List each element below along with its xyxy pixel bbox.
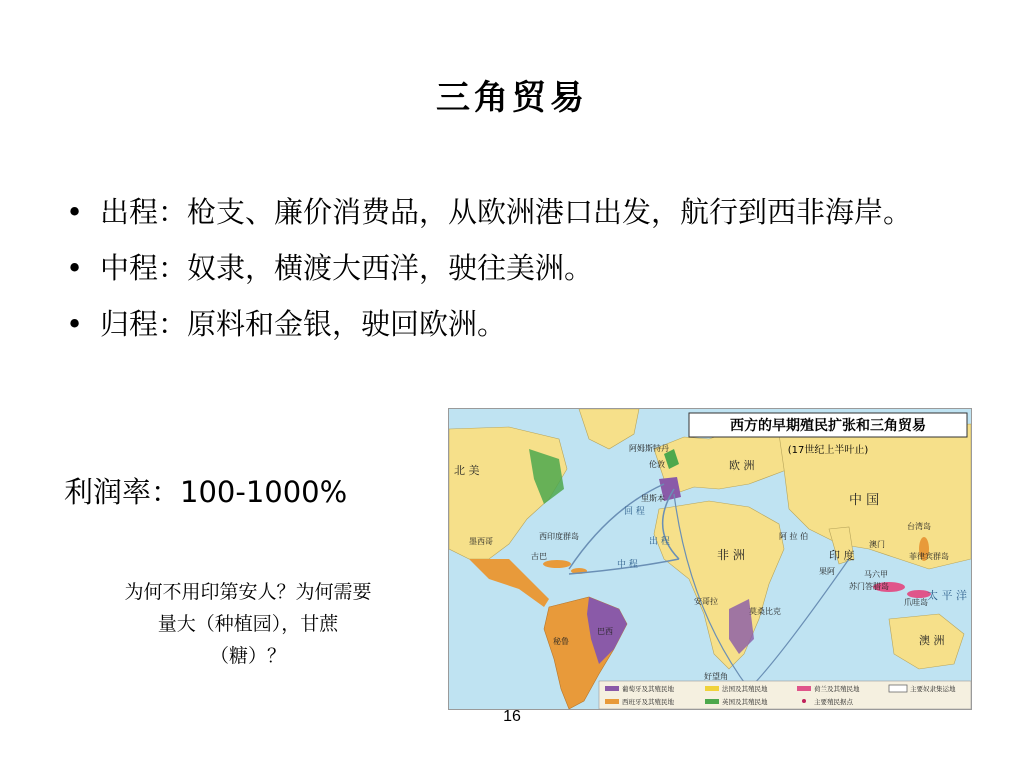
label-taiwan: 台湾岛 [907, 522, 931, 531]
label-outbound-route: 出 程 [649, 537, 670, 547]
legend-label: 主要殖民据点 [814, 698, 853, 706]
label-sumatra: 苏门答腊岛 [849, 582, 889, 591]
profit-label: 利润率： [64, 475, 181, 509]
bullet-list [62, 190, 952, 358]
question-line: 为何不用印第安人？为何需要 [124, 581, 372, 603]
label-malacca: 马六甲 [864, 570, 888, 579]
label-java: 爪哇岛 [904, 598, 928, 607]
question-line: （糖）？ [209, 645, 286, 667]
bullet-dot-icon: • [66, 251, 84, 285]
profit-value: 100-1000% [180, 475, 348, 509]
label-africa: 非 洲 [717, 548, 745, 562]
legend-label: 法国及其殖民地 [722, 685, 768, 693]
legend-swatch [797, 686, 811, 691]
label-china: 中 国 [849, 493, 880, 508]
bullet-item [62, 302, 952, 346]
label-europe: 欧 洲 [729, 459, 755, 472]
legend-label: 主要奴隶集运地 [910, 685, 956, 693]
label-angola: 安哥拉 [694, 597, 718, 606]
legend-label: 葡萄牙及其殖民地 [622, 685, 674, 693]
label-philippines: 菲律宾群岛 [909, 552, 949, 561]
label-india: 印 度 [829, 549, 855, 562]
label-mozambique: 莫桑比克 [749, 607, 781, 616]
label-pacific: 太 平 洋 [927, 589, 967, 602]
label-australia: 澳 洲 [919, 634, 945, 647]
bullet-text: 中程：奴隶，横渡大西洋，驶往美洲。 [100, 251, 594, 285]
legend-swatch [705, 699, 719, 704]
label-cuba: 古巴 [531, 552, 547, 561]
legend-label: 英国及其殖民地 [722, 698, 768, 706]
label-goa: 果阿 [819, 567, 835, 576]
bullet-item [62, 246, 952, 290]
legend-swatch [605, 699, 619, 704]
bullet-dot-icon: • [66, 307, 84, 341]
label-london: 伦敦 [649, 460, 665, 469]
legend-swatch [605, 686, 619, 691]
bullet-text: 归程：原料和金银，驶回欧洲。 [100, 307, 507, 341]
label-middle-route: 中 程 [617, 560, 638, 570]
legend-swatch [802, 699, 806, 703]
question-line: 量大（种植园），甘蔗 [157, 613, 339, 635]
label-inbound-route: 回 程 [624, 507, 645, 517]
legend-swatch [889, 685, 907, 692]
label-macau: 澳门 [869, 540, 885, 549]
legend-swatch [705, 686, 719, 691]
bullet-text: 出程：枪支、廉价消费品，从欧洲港口出发，航行到西非海岸。 [100, 195, 913, 229]
label-arabia: 阿 拉 伯 [779, 532, 809, 541]
label-mexico: 墨西哥 [469, 537, 493, 546]
label-amsterdam: 阿姆斯特丹 [629, 444, 669, 453]
map-subtitle: (17世纪上半叶止) [787, 445, 869, 456]
legend-label: 荷兰及其殖民地 [814, 685, 860, 693]
legend-label: 西班牙及其殖民地 [622, 698, 674, 706]
bullet-dot-icon: • [66, 195, 84, 229]
label-lisbon: 里斯本 [641, 494, 665, 503]
bullet-item [62, 190, 952, 234]
label-west-indies: 西印度群岛 [539, 532, 579, 541]
label-cape: 好望角 [704, 672, 728, 681]
colonial-trade-map [448, 408, 972, 710]
question-note [78, 576, 418, 672]
map-title: 西方的早期殖民扩张和三角贸易 [730, 418, 926, 434]
slide-title: 三角贸易 [436, 78, 588, 118]
profit-rate [64, 470, 347, 511]
page-number: 16 [503, 708, 521, 725]
caribbean-island [543, 560, 571, 568]
label-brazil: 巴西 [597, 627, 613, 636]
map-svg [449, 409, 971, 709]
label-peru: 秘鲁 [553, 637, 569, 646]
label-north-america: 北 美 [454, 464, 480, 477]
